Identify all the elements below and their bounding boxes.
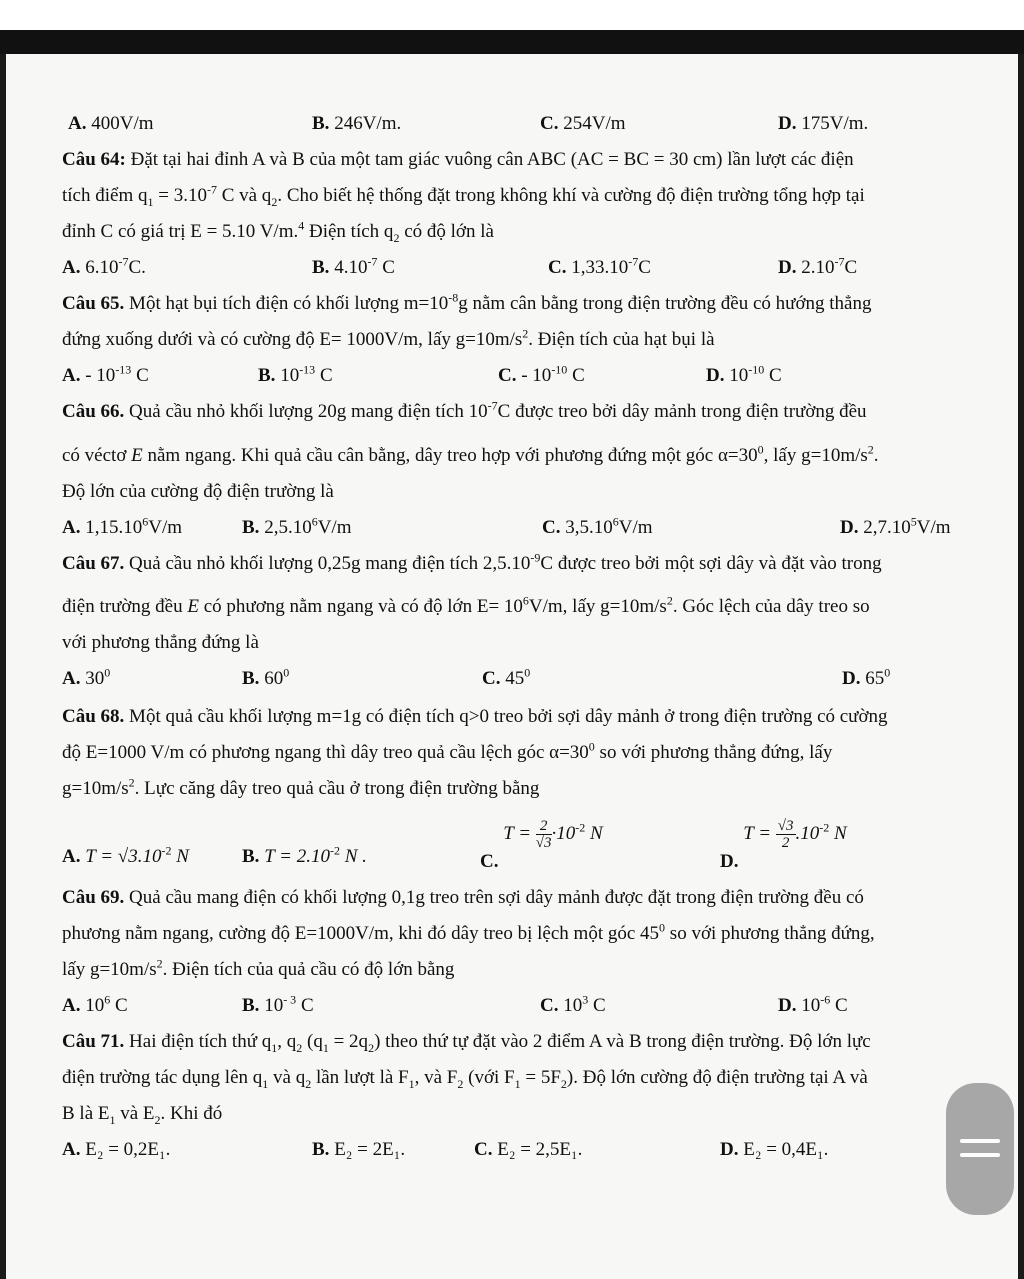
q69-option-c: C. $10^3$ C [540,992,606,1016]
q63-option-a: A. 400V/m [68,113,154,134]
q64-option-d: D. $2.10^{-7}C$ [778,254,858,278]
q65-option-a: A. - $10^{-13}$ C [62,362,149,386]
q71-line-1: Câu 71. Hai điện tích thứ $q_1$, $q_2$ $(q_1 = 2q_2)$ theo thứ tự đặt vào 2 điểm A và B trong điện trường. Độ lớn lực [62,1031,871,1055]
q67-option-a: A. $30^0$ [62,665,111,689]
q68-line-1: Câu 68. Một quả cầu khối lượng m=1g có điện tích q>0 treo bởi sợi dây mảnh ở trong điện trường có cường [62,706,888,727]
q65-option-b: B. $10^{-13}$ C [258,362,333,386]
fraction: $\frac{√3}{2}$ [777,818,794,851]
q67-line-3: với phương thẳng đứng là [62,632,259,653]
q71-option-c: C. E₂ = 2,5E₁. [474,1139,583,1160]
q63-option-c: C. 254V/m [540,113,626,134]
fraction: $\frac{2}{√3}$ [535,818,552,851]
vector-e-symbol: E [131,445,143,466]
q66-line-2: có véctơ E nằm ngang. Khi quả cầu cân bằng, dây treo hợp với phương đứng một góc $\alpha=30^0$, lấy $g=10m/s^2$. [62,442,879,466]
q69-option-a: A. $10^6$ C [62,992,128,1016]
q64-line-3: đỉnh C có giá trị E = 5.10 V/m.$^4$ Điện tích $q_2$ có độ lớn là [62,218,494,245]
q67-line-2: điện trường đều E có phương nằm ngang và có độ lớn $E= 10^6V/m$, lấy $g=10m/s^2$. Góc lệch của dây treo so [62,593,870,617]
q65-line-2: đứng xuống dưới và có cường độ E= 1000V/m, lấy $g=10m/s^2$. Điện tích của hạt bụi là [62,326,715,350]
q64-option-a: A. $6.10^{-7}C$. [62,254,146,278]
q67-option-d: D. $65^0$ [842,665,891,689]
q68-option-a: A. $T = √3.10^{-2}$ N [62,843,189,867]
q66-option-c: C. 3,5.10$^6$V/m [542,514,653,538]
q69-line-3: lấy $g=10m/s^2$. Điện tích của quả cầu có độ lớn bằng [62,956,455,980]
q64-option-b: B. $4.10^{-7}$ C [312,254,395,278]
q69-option-b: B. $10^{- 3}$ C [242,992,314,1016]
q64-line-2: tích điểm $q_1 = 3.10^{-7}$ C và $q_2$. Cho biết hệ thống đặt trong không khí và cường độ điện trường tổng hợp tại [62,182,865,209]
q66-option-b: B. 2,5.10$^6$V/m [242,514,352,538]
grip-line-icon [960,1153,1000,1157]
q71-option-a: A. E₂ = 0,2E₁. [62,1139,171,1160]
q66-line-1: Câu 66. Quả cầu nhỏ khối lượng 20g mang điện tích $10^{-7}C$ được treo bởi dây mảnh trong điện trường đều [62,398,867,422]
q63-option-d: D. 175V/m. [778,113,869,134]
top-dark-band [0,30,1024,54]
q65-option-d: D. $10^{-10}$ C [706,362,782,386]
vector-e-symbol: E [187,596,199,617]
q66-line-3: Độ lớn của cường độ điện trường là [62,481,334,502]
grip-line-icon [960,1139,1000,1143]
q69-option-d: D. $10^{-6}$ C [778,992,848,1016]
q67-option-c: C. $45^0$ [482,665,531,689]
scroll-handle[interactable] [946,1083,1014,1215]
top-status-bar [0,0,1024,30]
q64-option-c: C. $1,33.10^{-7}C$ [548,254,651,278]
q68-line-2: độ E=1000 V/m có phương ngang thì dây treo quả cầu lệch góc $\alpha=30^0$ so với phương thẳng đứng, lấy [62,739,833,763]
q71-option-d: D. E₂ = 0,4E₁. [720,1139,829,1160]
q66-option-d: D. 2,7.10$^5$V/m [840,514,951,538]
q68-line-3: $g=10m/s^2$. Lực căng dây treo quả cầu ở trong điện trường bằng [62,775,540,799]
q71-line-3: B là $E_1$ và $E_2$. Khi đó [62,1103,223,1127]
q71-line-2: điện trường tác dụng lên $q_1$ và $q_2$ lần lượt là $F_1$, và $F_2$ (với $F_1 = 5F_2$). Độ lớn cường độ điện trường tại A và [62,1067,868,1091]
q68-option-b: B. $T = 2.10^{-2}$ N . [242,843,367,867]
q69-line-2: phương nằm ngang, cường độ E=1000V/m, khi đó dây treo bị lệch một góc $45^0$ so với phương thẳng đứng, [62,920,875,944]
q68-option-d: D. T = $\frac{√3}{2}$ $.10^{-2}$ N [720,818,847,872]
q69-line-1: Câu 69. Quả cầu mang điện có khối lượng 0,1g treo trên sợi dây mảnh được đặt trong điện trường đều có [62,887,864,908]
q71-option-b: B. E₂ = 2E₁. [312,1139,406,1160]
q67-option-b: B. $60^0$ [242,665,290,689]
q65-option-c: C. - $10^{-10}$ C [498,362,585,386]
q65-line-1: Câu 65. Một hạt bụi tích điện có khối lượng $m=10^{-8}g$ nằm cân bằng trong điện trường đều có hướng thẳng [62,290,872,314]
q67-line-1: Câu 67. Quả cầu nhỏ khối lượng 0,25g mang điện tích $2,5.10^{-9}C$ được treo bởi một sợi dây và đặt vào trong [62,550,882,574]
q68-option-c: C. T = $\frac{2}{√3}$ $\cdot 10^{-2}$ N [480,818,603,872]
q63-option-b: B. 246V/m. [312,113,402,134]
q66-option-a: A. 1,15.10$^6$V/m [62,514,183,538]
q64-line-1: Câu 64: Đặt tại hai đỉnh A và B của một tam giác vuông cân ABC (AC = BC = 30 cm) lần lượt các điện [62,149,854,170]
